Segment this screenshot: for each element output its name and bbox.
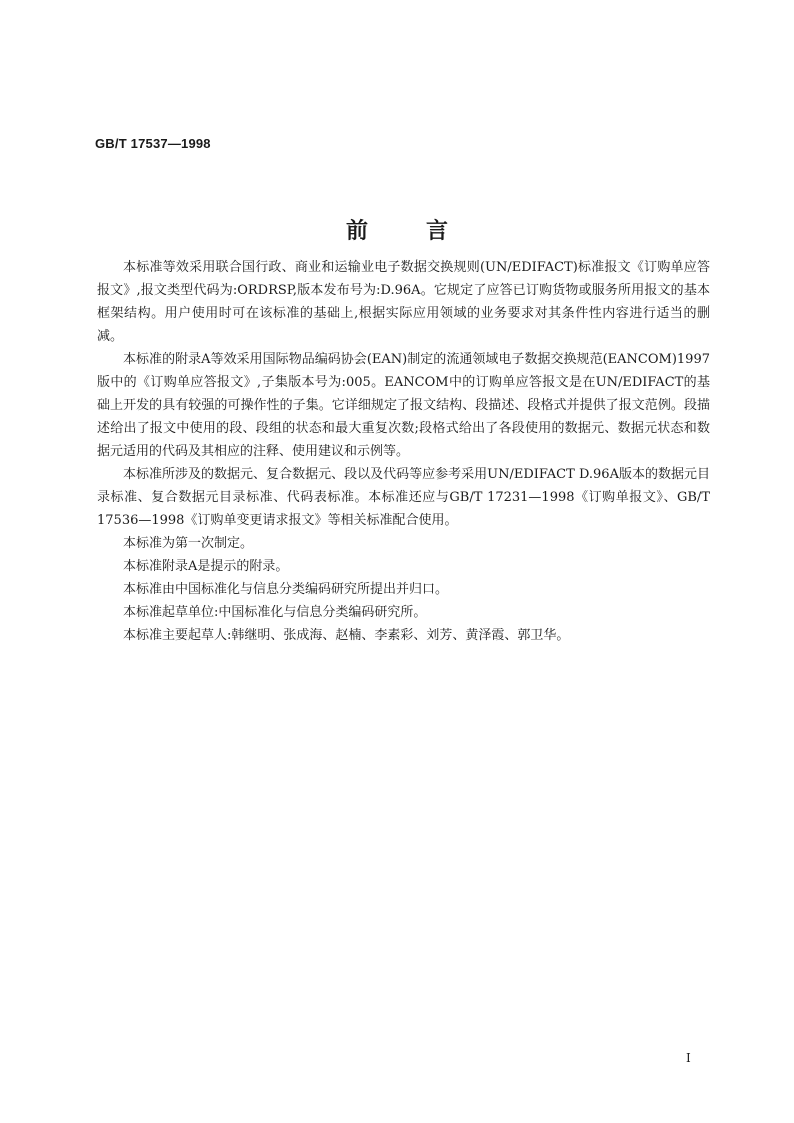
- paragraph-appendix-a: 本标准的附录A等效采用国际物品编码协会(EAN)制定的流通领域电子数据交换规范(EANCOM)1997版中的《订购单应答报文》,子集版本号为:005。EANCOM中的订购单应答报文是在UN/EDIFACT的基础上开发的具有较强的可操作性的子集。它详细规定了报文结构、段描述、段格式并提供了报文范例。段描述给出了报文中使用的段、段组的状态和最大重复次数;段格式给出了各段使用的数据元、数据元状态和数据元适用的代码及其相应的注释、使用建议和示例等。: [97, 352, 710, 459]
- page-title: 前言: [345, 218, 506, 244]
- page-number: I: [686, 1051, 691, 1065]
- paragraph-proposer: 本标准由中国标准化与信息分类编码研究所提出并归口。: [123, 582, 449, 597]
- document-body: [97, 256, 710, 647]
- paragraph-equivalence: 本标准等效采用联合国行政、商业和运输业电子数据交换规则(UN/EDIFACT)标准报文《订购单应答报文》,报文类型代码为:ORDRSP,版本发布号为:D.96A。它规定了应答已订购货物或服务所用报文的基本框架结构。用户使用时可在该标准的基础上,根据实际应用领域的业务要求对其条件性内容进行适当的删减。: [97, 260, 710, 344]
- paragraph-appendix-note: 本标准附录A是提示的附录。: [123, 559, 289, 574]
- paragraph-drafters: 本标准主要起草人:韩继明、张成海、赵楠、李素彩、刘芳、黄泽霞、郭卫华。: [123, 628, 570, 643]
- paragraph-first-edition: 本标准为第一次制定。: [123, 536, 254, 551]
- paragraph-drafting-unit: 本标准起草单位:中国标准化与信息分类编码研究所。: [123, 605, 427, 620]
- paragraph-references: 本标准所涉及的数据元、复合数据元、段以及代码等应参考采用UN/EDIFACT D.96A版本的数据元目录标准、复合数据元目录标准、代码表标准。本标准还应与GB/T 17231—1998《订购单报文》、GB/T 17536—1998《订购单变更请求报文》等相关标准配合使用。: [97, 467, 710, 528]
- standard-code: GB/T 17537—1998: [95, 136, 211, 151]
